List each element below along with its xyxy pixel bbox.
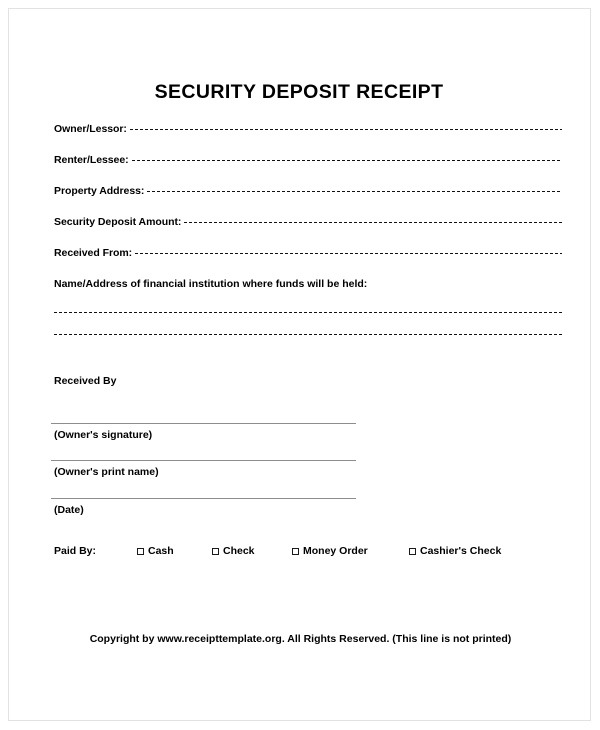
payment-option-label-money-order: Money Order (303, 545, 368, 557)
field-input-financial-institution-line-1[interactable] (54, 312, 562, 313)
payment-option-cashiers-check[interactable] (409, 545, 501, 557)
paid-by-label: Paid By: (54, 545, 97, 557)
signature-caption-date: (Date) (54, 504, 84, 516)
page-title: SECURITY DEPOSIT RECEIPT (154, 81, 444, 103)
signature-caption-owner-signature: (Owner's signature) (54, 429, 153, 441)
payment-option-cash[interactable] (137, 545, 174, 557)
signature-caption-owner-print-name: (Owner's print name) (54, 466, 159, 478)
signature-line-owner-signature[interactable] (51, 423, 356, 424)
checkbox-money-order[interactable] (292, 548, 299, 555)
field-row-security-deposit-amount (54, 216, 562, 233)
field-input-received-from[interactable] (135, 253, 562, 254)
field-row-property-address (54, 185, 562, 202)
signature-line-date[interactable] (51, 498, 356, 499)
payment-option-check[interactable] (212, 545, 255, 557)
field-input-owner-lessor[interactable] (130, 129, 562, 130)
field-label-owner-lessor: Owner/Lessor: (54, 123, 127, 135)
field-input-financial-institution-line-2[interactable] (54, 334, 562, 335)
field-label-renter-lessee: Renter/Lessee: (54, 154, 129, 166)
field-input-property-address[interactable] (147, 191, 562, 192)
payment-option-label-cash: Cash (148, 545, 174, 557)
field-label-property-address: Property Address: (54, 185, 145, 197)
payment-option-label-cashiers-check: Cashier's Check (420, 545, 502, 557)
checkbox-cash[interactable] (137, 548, 144, 555)
field-row-owner-lessor (54, 123, 562, 140)
field-input-security-deposit-amount[interactable] (184, 222, 562, 223)
field-label-financial-institution: Name/Address of financial institution where funds will be held: (54, 278, 368, 290)
payment-option-label-check: Check (223, 545, 255, 557)
field-label-received-from: Received From: (54, 247, 133, 259)
field-input-renter-lessee[interactable] (132, 160, 562, 161)
checkbox-check[interactable] (212, 548, 219, 555)
paid-by-row (54, 545, 562, 561)
copyright-footer: Copyright by www.receipttemplate.org. All Rights Reserved. (This line is not printed) (89, 633, 512, 645)
receipt-page (8, 8, 591, 721)
signature-line-owner-print-name[interactable] (51, 460, 356, 461)
field-row-renter-lessee (54, 154, 562, 171)
field-label-security-deposit-amount: Security Deposit Amount: (54, 216, 182, 228)
payment-option-money-order[interactable] (292, 545, 368, 557)
section-heading-received-by: Received By (54, 375, 117, 387)
receipt-sheet (9, 9, 592, 722)
field-row-received-from (54, 247, 562, 264)
checkbox-cashiers-check[interactable] (409, 548, 416, 555)
